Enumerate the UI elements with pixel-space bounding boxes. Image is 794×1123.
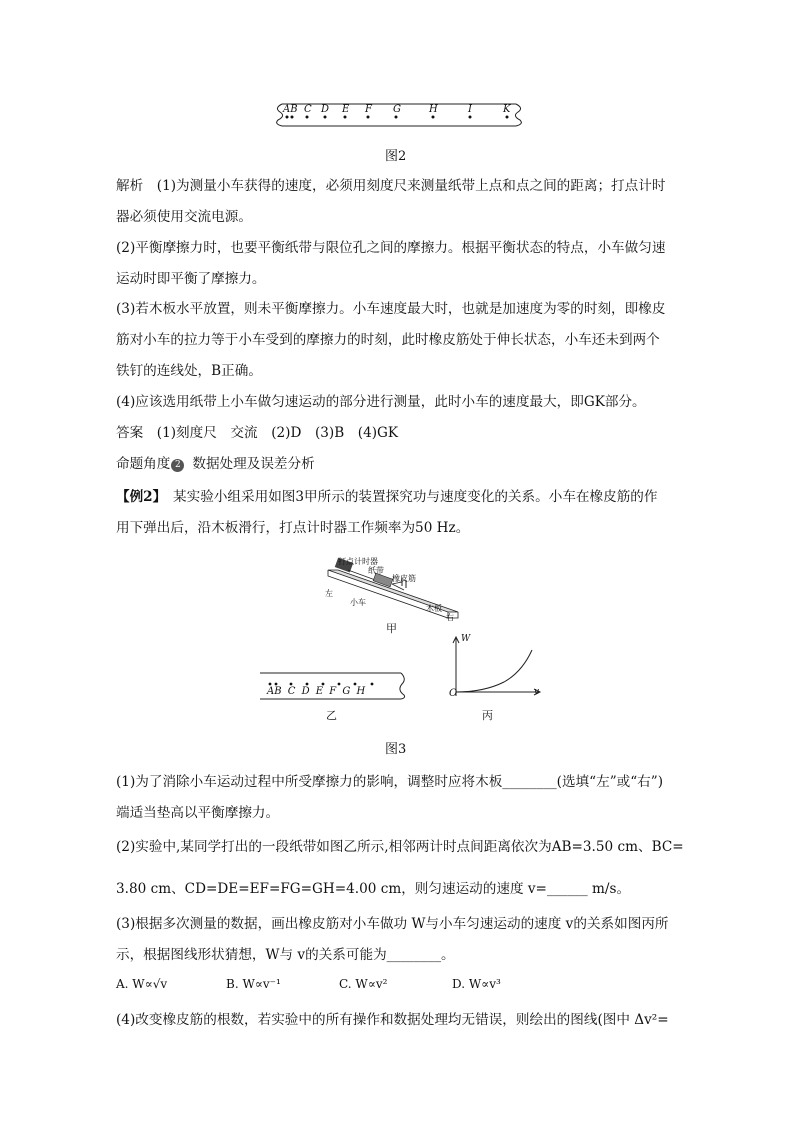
fig3-graph — [444, 634, 544, 700]
fig3-jia-label: 甲 — [386, 622, 397, 635]
label-rubber-band: 橡皮筋 — [392, 574, 416, 583]
proposition-angle — [116, 454, 682, 474]
q2-line2: 3.80 cm、CD=DE=EF=FG=GH=4.00 cm，则匀速运动的速度 v=______ m/s。 — [116, 881, 631, 897]
graph-y-axis-label: W — [461, 634, 471, 644]
label-left: 左 — [325, 589, 333, 598]
analysis-p2a: (2)平衡摩擦力时，也要平衡纸带与限位孔之间的摩擦力。根据平衡状态的特点，小车做匀速 — [116, 240, 666, 256]
example-text1: 某实验小组采用如图3甲所示的装置探究功与速度变化的关系。小车在橡皮筋的作 — [159, 489, 658, 505]
angle-number-badge: 2 — [171, 459, 184, 472]
tape-label-g: G — [393, 104, 401, 115]
answer: 答案 (1)刻度尺 交流 (2)D (3)B (4)GK — [116, 425, 399, 441]
tape-label-e: E — [342, 104, 350, 115]
q2-line1: (2)实验中,某同学打出的一段纸带如图乙所示,相邻两计时点间距离依次为AB=3.50 cm、BC= — [116, 839, 684, 855]
label-car: 小车 — [350, 598, 366, 607]
q1-line2: 端适当垫高以平衡摩擦力。 — [116, 805, 280, 821]
analysis-p1a: 解析 (1)为测量小车获得的速度，必须用刻度尺来测量纸带上点和点之间的距离；打点计时 — [116, 178, 666, 194]
fig3-bing-label: 丙 — [482, 709, 493, 722]
tape-label-d: D — [321, 104, 330, 115]
angle-label: 命题角度 — [116, 456, 171, 472]
graph-x-axis-label: v — [534, 687, 540, 697]
fig3-caption: 图3 — [385, 742, 407, 757]
tape-label-k: K — [503, 104, 511, 115]
fig3-yi-label: 乙 — [326, 709, 337, 722]
label-timer: 打点计时器 — [338, 557, 378, 566]
label-board: 木板 — [426, 604, 442, 613]
tape-label-h: H — [429, 104, 438, 115]
analysis-p3a: (3)若木板水平放置，则未平衡摩擦力。小车速度最大时，也就是加速度为零的时刻，即橡皮 — [116, 301, 666, 317]
fig3-tape-letters: AB C D E F G H — [267, 686, 366, 697]
example-tag: 【例2】 — [116, 489, 160, 505]
option-c: C. W∝v² — [339, 977, 388, 991]
analysis-p3b: 筋对小车的拉力等于小车受到的摩擦力的时刻，此时橡皮筋处于伸长状态，小车还未到两个 — [116, 332, 660, 348]
example-line2: 用下弹出后，沿木板滑行，打点计时器工作频率为50 Hz。 — [116, 520, 470, 536]
example-line1 — [116, 487, 682, 507]
label-tape: 纸带 — [368, 566, 384, 575]
graph-origin-label: O — [449, 688, 458, 699]
tape-label-c: C — [304, 104, 312, 115]
tape-label-ab: AB — [283, 104, 298, 115]
analysis-p2b: 运动时即平衡了摩擦力。 — [116, 271, 266, 287]
angle-text: 数据处理及误差分析 — [192, 456, 315, 472]
label-right: 右 — [446, 613, 454, 622]
analysis-p4: (4)应该选用纸带上小车做匀速运动的部分进行测量，此时小车的速度最大，即GK部分。 — [116, 394, 646, 410]
fig2-caption: 图2 — [385, 149, 407, 164]
analysis-p1b: 器必须使用交流电源。 — [116, 209, 252, 225]
q3-line2: 示，根据图线形状猜想，W与 v的关系可能为________。 — [116, 947, 455, 963]
tape-label-f: F — [365, 104, 372, 115]
q1-line1: (1)为了消除小车运动过程中所受摩擦力的影响，调整时应将木板________(选填“左”或“右”) — [116, 774, 664, 790]
option-b: B. W∝v⁻¹ — [226, 977, 281, 991]
tape-label-i: I — [468, 104, 472, 115]
q4-line1: (4)改变橡皮筋的根数，若实验中的所有操作和数据处理均无错误，则绘出的图线(图中 Δv²= — [116, 1012, 669, 1028]
analysis-p3c: 铁钉的连线处，B正确。 — [116, 363, 262, 379]
option-d: D. W∝v³ — [452, 977, 501, 991]
option-a: A. W∝√v — [116, 977, 168, 991]
q3-line1: (3)根据多次测量的数据，画出橡皮筋对小车做功 W与小车匀速运动的速度 v的关系如图丙所 — [116, 916, 669, 932]
